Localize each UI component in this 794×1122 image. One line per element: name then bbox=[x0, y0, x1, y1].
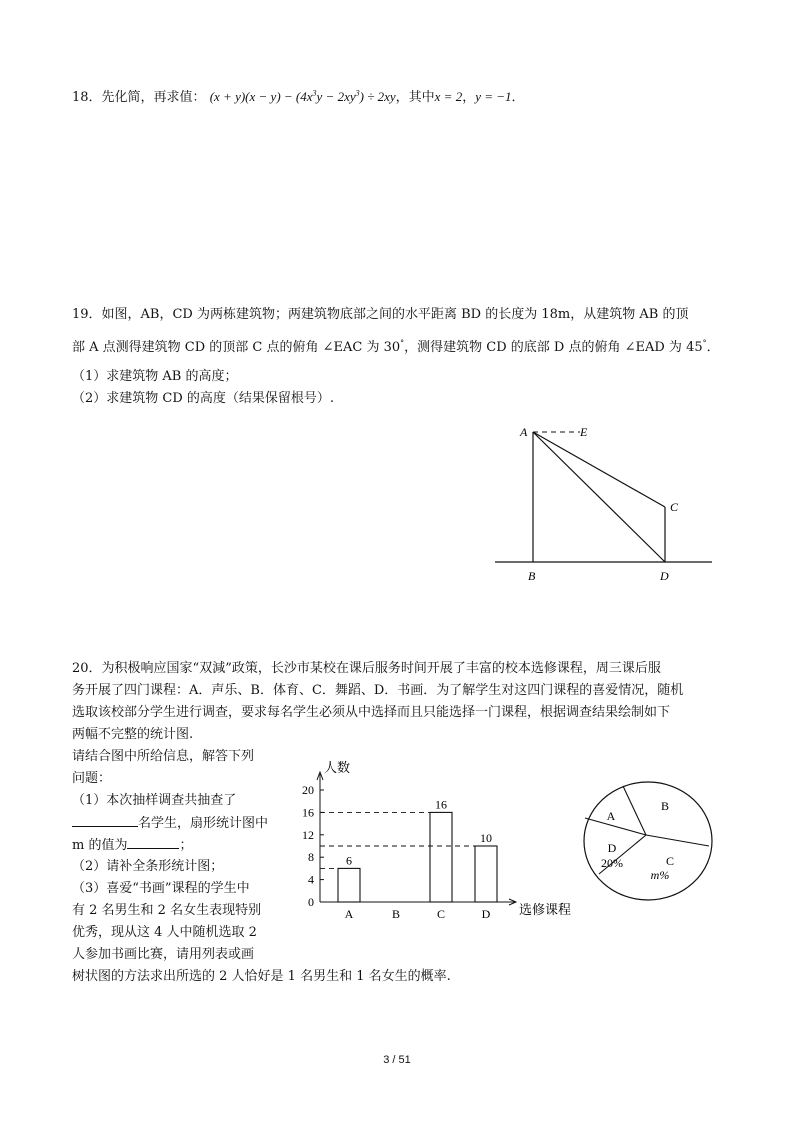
pie-percent-C: m% bbox=[650, 868, 670, 882]
q19-line2c: ． bbox=[706, 340, 720, 355]
q20-left-text-3 bbox=[72, 814, 268, 833]
x-tick-label: D bbox=[481, 907, 491, 921]
q19-sub1: （1）求建筑物 AB 的高度； bbox=[72, 369, 238, 384]
q19-line1-text: 如图，AB，CD 为两栋建筑物；两建筑物底部之间的水平距离 BD 的长度为 18m，从建筑物 AB 的顶 bbox=[101, 307, 689, 322]
y-tick-label: 16 bbox=[302, 805, 314, 820]
bar-value-label: 10 bbox=[480, 831, 492, 845]
label-A: A bbox=[520, 425, 528, 439]
x-tick-label: C bbox=[436, 907, 446, 921]
degree-sign: ° bbox=[702, 338, 707, 348]
q19-line2a: 部 A 点测得建筑物 CD 的顶部 C 点的俯角 ∠EAC 为 30 bbox=[72, 340, 401, 355]
q20-line2: 务开展了四门课程：A．声乐、B．体育、C．舞蹈、D．书画．为了解学生对这四门课程的喜爱情况，随机 bbox=[72, 683, 684, 698]
q20-left-text-9: 优秀，现从这 4 人中随机选取 2 bbox=[72, 925, 257, 940]
y-tick-label: 12 bbox=[302, 827, 314, 842]
question-18 bbox=[72, 88, 525, 107]
q20-left-text-10: 人参加书画比赛，请用列表或画 bbox=[72, 947, 255, 962]
pie-label-D: D bbox=[607, 841, 617, 855]
pie-chart bbox=[578, 778, 718, 904]
x-axis-label: 选修课程 bbox=[519, 902, 572, 917]
q20-line1-text: 为积极响应国家“双減”政策，长沙市某校在课后服务时间开展了丰富的校本选修课程，周三课后服 bbox=[101, 661, 661, 676]
q18-x-value: x = 2 bbox=[434, 89, 463, 104]
bar-D bbox=[475, 846, 497, 902]
q20-number: 20． bbox=[72, 661, 102, 676]
q19-number: 19． bbox=[72, 307, 102, 322]
line-AC bbox=[533, 432, 665, 507]
page-number: 3 / 51 bbox=[383, 1054, 411, 1066]
q20-left-text-3-text: 名学生，扇形统计图中 bbox=[138, 816, 269, 831]
x-tick-label: B bbox=[391, 907, 401, 921]
q19-line2 bbox=[72, 339, 720, 357]
label-E: E bbox=[580, 425, 588, 439]
bar-C bbox=[430, 812, 452, 902]
q19-line1 bbox=[72, 306, 688, 324]
q18-mid: ，其中 bbox=[395, 90, 435, 105]
q19-building-figure bbox=[490, 418, 720, 588]
q20-left-text-6: （2）请补全条形统计图； bbox=[72, 859, 224, 874]
q20-left-text-0: 请结合图中所给信息，解答下列 bbox=[72, 749, 255, 764]
label-D: D bbox=[660, 569, 669, 583]
bar-chart bbox=[290, 760, 590, 925]
q20-left-text-7: （3）喜爱“书画”课程的学生中 bbox=[72, 881, 250, 896]
pie-label-A: A bbox=[606, 809, 616, 823]
q20-m-label: m 的值为 bbox=[72, 838, 128, 853]
y-tick-label: 8 bbox=[308, 850, 314, 865]
q18-expression: $(x + y)(x - y) - (4x^3y - 2xy^3) \div 2xy$ bbox=[209, 88, 396, 104]
y-tick-label: 20 bbox=[302, 783, 314, 797]
y-axis-label: 人数 bbox=[324, 760, 351, 775]
q18-intro: 先化简，再求值： bbox=[101, 90, 206, 105]
q19-line2b: ，测得建筑物 CD 的底部 D 点的俯角 ∠EAD 为 45 bbox=[404, 340, 703, 355]
pie-percent-D: 20% bbox=[601, 856, 623, 870]
y-tick-label: 0 bbox=[308, 895, 314, 909]
q20-semicolon: ； bbox=[179, 838, 193, 853]
q18-comma: ， bbox=[462, 90, 476, 105]
q19-sub2: （2）求建筑物 CD 的高度（结果保留根号）. bbox=[72, 391, 335, 406]
pie-outline bbox=[584, 782, 712, 900]
q20-last-line: 树状图的方法求出所选的 2 人恰好是 1 名男生和 1 名女生的概率. bbox=[72, 969, 451, 984]
q20-left-text-2: （1）本次抽样调查共抽查了 bbox=[72, 793, 237, 808]
q20-left-text-1: 问题： bbox=[72, 771, 112, 786]
answer-blank-2[interactable] bbox=[127, 836, 179, 849]
pie-label-B: B bbox=[660, 799, 670, 813]
pie-label-C: C bbox=[665, 854, 675, 868]
y-tick-label: 4 bbox=[308, 872, 314, 887]
label-C: C bbox=[670, 500, 679, 514]
q20-line1 bbox=[72, 660, 661, 678]
bar-value-label: 16 bbox=[435, 797, 447, 812]
q20-line3: 选取该校部分学生进行调查，要求每名学生必须从中选择而且只能选择一门课程，根据调查结果绘制如下 bbox=[72, 705, 671, 720]
line-AD bbox=[533, 432, 665, 562]
q18-number: 18． bbox=[72, 90, 102, 105]
q18-y-value: y = −1 bbox=[475, 89, 512, 104]
bar-value-label: 6 bbox=[346, 853, 352, 868]
q18-end: ． bbox=[511, 90, 525, 105]
q20-left-text-4 bbox=[72, 836, 192, 855]
bar-A bbox=[338, 868, 360, 902]
x-tick-label: A bbox=[344, 907, 354, 921]
q20-left-text-8: 有 2 名男生和 2 名女生表现特别 bbox=[72, 903, 262, 918]
answer-blank-1[interactable] bbox=[72, 814, 138, 827]
degree-sign: ° bbox=[400, 338, 405, 348]
q20-line4: 两幅不完整的统计图. bbox=[72, 727, 194, 742]
label-B: B bbox=[528, 569, 536, 583]
